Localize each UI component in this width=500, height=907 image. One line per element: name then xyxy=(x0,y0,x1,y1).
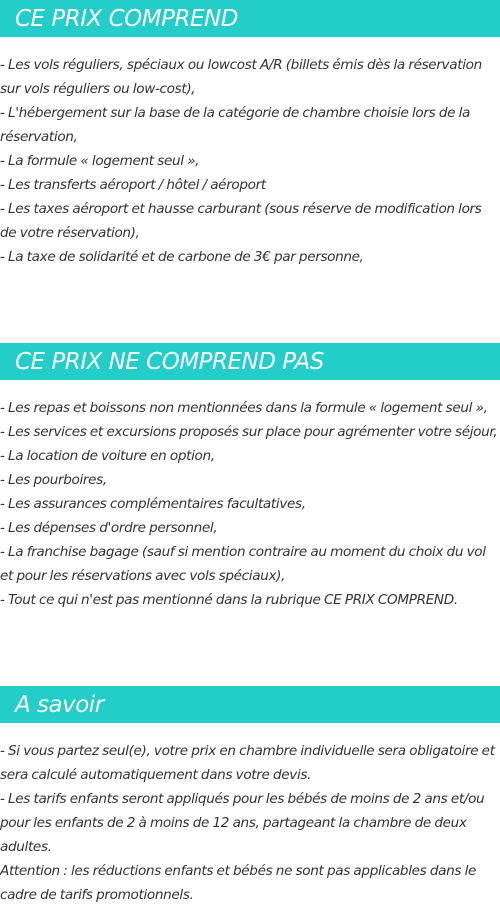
list-item: - Les tarifs enfants seront appliqués pour les bébés de moins de 2 ans et/ou pour les enfants de 2 à moins de 12 ans, partageant la chambre de deux adultes. xyxy=(0,791,485,855)
section-price-includes xyxy=(0,0,500,269)
list-item: - La formule « logement seul », xyxy=(0,153,200,169)
list-item: - Tout ce qui n'est pas mentionné dans la rubrique CE PRIX COMPREND. xyxy=(0,592,458,608)
list-item: - Les vols réguliers, spéciaux ou lowcost A/R (billets émis dès la réservation sur vols réguliers ou low-cost), xyxy=(0,57,482,97)
list-item: - Les services et excursions proposés sur place pour agrémenter votre séjour, xyxy=(0,424,498,440)
list-item: - Si vous partez seul(e), votre prix en chambre individuelle sera obligatoire et sera calculé automatiquement dans votre devis. xyxy=(0,743,495,783)
section-price-excludes xyxy=(0,343,500,612)
section-heading: A savoir xyxy=(0,686,500,723)
list-item: - Les dépenses d'ordre personnel, xyxy=(0,520,218,536)
section-list xyxy=(0,396,500,612)
list-item: - La location de voiture en option, xyxy=(0,448,215,464)
list-item: - La franchise bagage (sauf si mention contraire au moment du choix du vol et pour les réservations avec vols spéciaux), xyxy=(0,544,486,584)
section-heading: CE PRIX COMPREND xyxy=(0,0,500,37)
list-item: - La taxe de solidarité et de carbone de 3€ par personne, xyxy=(0,249,364,265)
section-heading: CE PRIX NE COMPREND PAS xyxy=(0,343,500,380)
list-item: - Les pourboires, xyxy=(0,472,107,488)
list-item: - Les assurances complémentaires facultatives, xyxy=(0,496,306,512)
list-item: - Les taxes aéroport et hausse carburant (sous réserve de modification lors de votre réservation), xyxy=(0,201,482,241)
section-list xyxy=(0,739,500,907)
section-list xyxy=(0,53,500,269)
section-good-to-know xyxy=(0,686,500,907)
list-item: Attention : les réductions enfants et bébés ne sont pas applicables dans le cadre de tarifs promotionnels. xyxy=(0,863,477,903)
list-item: - Les repas et boissons non mentionnées dans la formule « logement seul », xyxy=(0,400,488,416)
list-item: - L'hébergement sur la base de la catégorie de chambre choisie lors de la réservation, xyxy=(0,105,471,145)
list-item: - Les transferts aéroport / hôtel / aéroport xyxy=(0,177,266,193)
